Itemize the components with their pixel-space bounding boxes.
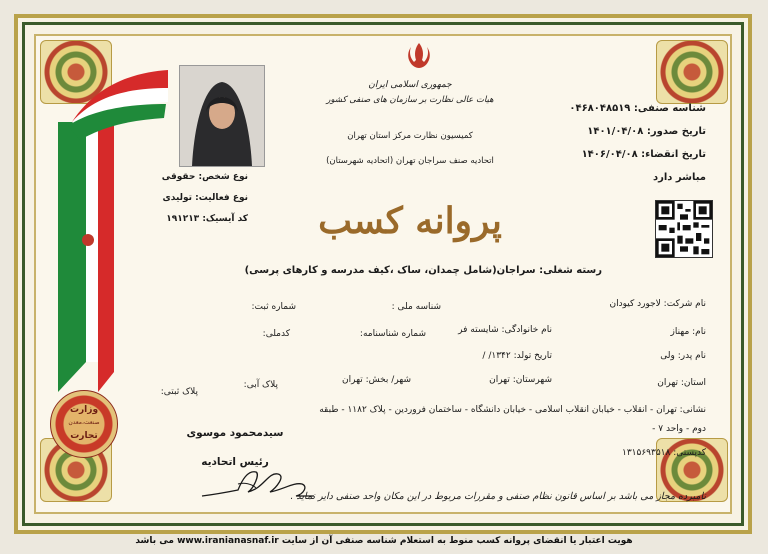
business-field: رسته شغلی: سراجان(شامل چمدان، ساک ،کیف مدرسه و کارهای پرسی) <box>244 265 602 276</box>
plate-blue: پلاک آبی: <box>243 380 278 390</box>
flag-ribbon-icon <box>58 62 178 392</box>
city: شهر/ بخش: تهران <box>342 375 411 385</box>
header-commission: کمیسیون نظارت مرکز استان تهران <box>347 131 473 141</box>
county: شهرستان: تهران <box>489 375 552 385</box>
header-board: هیات عالی نظارت بر سازمان های صنفی کشور <box>326 95 494 105</box>
guild-id: شناسه صنفی: ۰۴۶۸۰۴۸۵۱۹ <box>569 103 706 114</box>
qr-code-icon <box>655 200 713 258</box>
manager-status: مباشر دارد <box>652 172 706 183</box>
seal-line-3: تجارت <box>70 431 98 441</box>
isic-code: کد آیسیک: ۱۹۱۲۱۳ <box>166 214 248 224</box>
family-name: نام خانوادگی: شایسته فر <box>458 325 552 335</box>
seal-line-2: صنعت،معدن <box>68 419 100 426</box>
seal-line-1: وزارت <box>69 405 99 415</box>
expiry-date: تاریخ انقضاء: ۱۴۰۶/۰۴/۰۸ <box>581 149 706 160</box>
iran-emblem-icon <box>402 40 436 72</box>
address-line-1: نشانی: تهران - انقلاب - خیابان انقلاب اسلامی - خیابان دانشگاه - ساختمان فروردین - پلاک ۱۱۸۲ - طبقه <box>319 405 706 415</box>
registration-number: شماره ثبت: <box>251 302 296 312</box>
header-union: اتحادیه صنف سراجان تهران (اتحادیه شهرستان) <box>326 156 494 166</box>
birth-date: تاریخ تولد: ۱۳۴۲/ / <box>482 351 552 361</box>
national-id: شناسه ملی : <box>391 302 441 312</box>
person-type: نوع شخص: حقوقی <box>161 172 248 182</box>
first-name: نام: مهناز <box>670 327 706 337</box>
father-name: نام پدر: ولی <box>660 351 706 361</box>
legal-notice: نامبرده مجاز می باشد بر اساس قانون نظام صنفی و مقررات مربوط در این مکان واحد صنفی دایر نماید . <box>290 491 706 502</box>
national-code: کدملی: <box>262 329 290 339</box>
id-number: شماره شناسنامه: <box>359 329 426 339</box>
plate-registered: پلاک ثبتی: <box>160 387 198 397</box>
footer-notice: هویت اعتبار یا انقضای پروانه کسب منوط به استعلام شناسه صنفی آن از سایت www.iranianasnaf.ir می باشد <box>135 536 633 546</box>
signer-role: رئیس اتحادیه <box>201 456 269 468</box>
postal-code: کدپستی: ۱۳۱۵۶۹۳۵۱۸ <box>622 448 706 458</box>
header-country: جمهوری اسلامی ایران <box>368 80 452 90</box>
person-photo <box>179 65 265 167</box>
company-name: نام شرکت: لاجورد کیودان <box>609 299 706 309</box>
signer-name: سیدمحمود موسوی <box>186 427 284 439</box>
ministry-seal <box>50 390 118 458</box>
page-title: پروانه کسب <box>318 200 502 242</box>
activity-type: نوع فعالیت: تولیدی <box>162 193 248 203</box>
address-line-2: دوم - واحد ۷ - <box>652 424 706 434</box>
ornament-icon <box>656 40 728 104</box>
province: استان: تهران <box>657 378 706 388</box>
issue-date: تاریخ صدور: ۱۴۰۱/۰۴/۰۸ <box>587 126 706 137</box>
